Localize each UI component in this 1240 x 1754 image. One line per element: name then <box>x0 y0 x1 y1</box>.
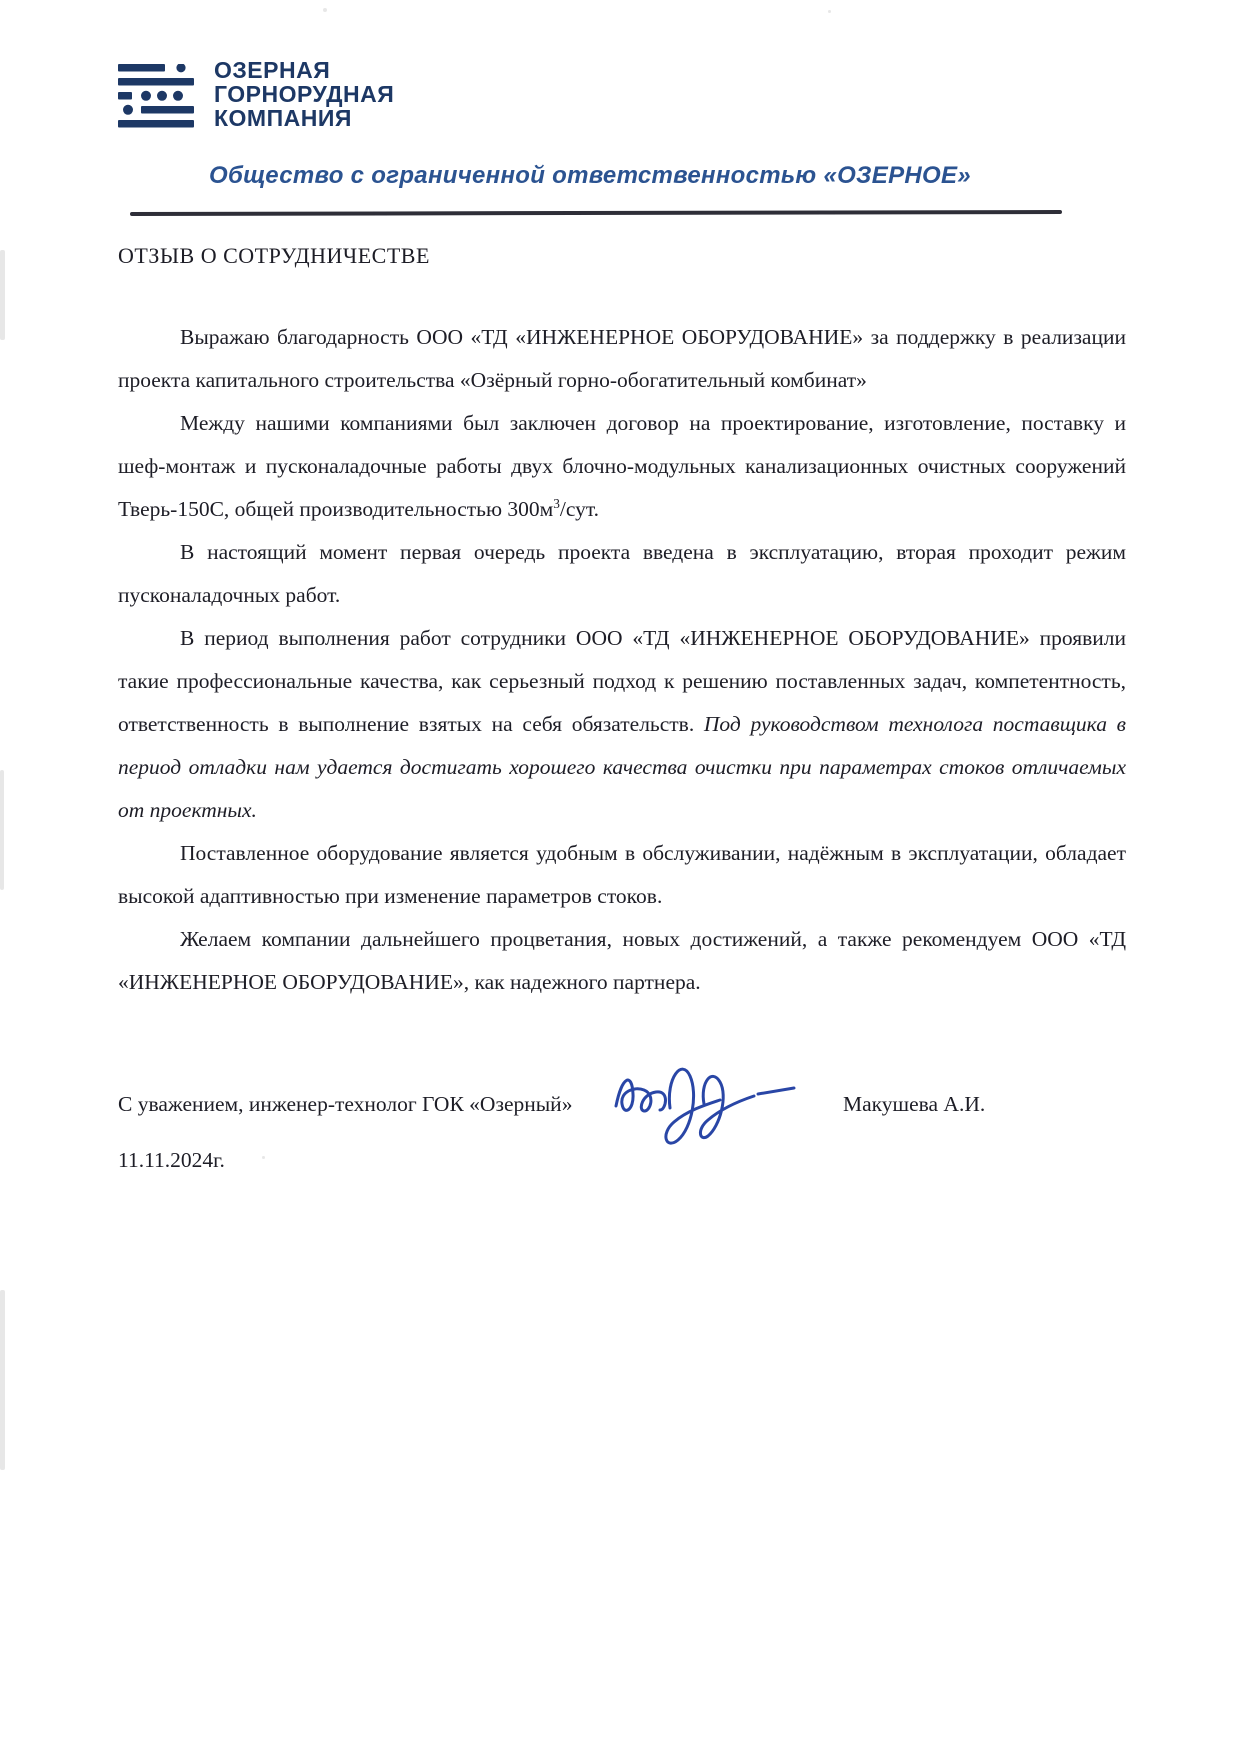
logo-company-name: ОЗЕРНАЯ <box>214 57 331 83</box>
paragraph-text: Выражаю благодарность ООО «ТД «ИНЖЕНЕРНОЕ ОБОРУДОВАНИЕ» за поддержку в реализации проекта капитального строительства «Озёрный горно-обогатительный комбинат» <box>118 325 1126 392</box>
superscript-text: 3 <box>553 495 560 511</box>
paragraph-text: Желаем компании дальнейшего процветания, новых достижений, а также рекомендуем ООО «ТД «ИНЖЕНЕРНОЕ ОБОРУДОВАНИЕ», как надежного партнера. <box>118 927 1126 994</box>
header-divider <box>130 210 1062 215</box>
paragraph <box>118 316 1126 402</box>
paragraph-text: Под руководством технолога поставщика в период отладки нам удается достигать хорошего качества очистки при параметрах стоков отличаемых от проектных. <box>118 712 1126 822</box>
paragraph-text: Поставленное оборудование является удобным в обслуживании, надёжным в эксплуатации, обладает высокой адаптивностью при изменение параметров стоков. <box>118 841 1126 908</box>
document-title: ОТЗЫВ О СОТРУДНИЧЕСТВЕ <box>118 243 430 268</box>
date-line: 11.11.2024г. <box>118 1148 225 1172</box>
scan-artifact <box>0 250 5 340</box>
paragraph <box>118 617 1126 832</box>
handwritten-signature <box>608 1042 808 1152</box>
logo-company-type-line2: КОМПАНИЯ <box>214 105 352 131</box>
scan-artifact <box>828 10 831 13</box>
signatory-name: Макушева А.И. <box>843 1092 986 1116</box>
letter-body <box>118 316 1126 1004</box>
closing-line: С уважением, инженер-технолог ГОК «Озерный» <box>118 1092 573 1116</box>
scan-artifact <box>323 8 327 12</box>
paragraph-text: В настоящий момент первая очередь проекта введена в эксплуатацию, вторая проходит режим пусконаладочных работ. <box>118 540 1126 607</box>
paragraph <box>118 918 1126 1004</box>
scan-artifact <box>0 770 4 890</box>
company-full-name: Общество с ограниченной ответственностью «ОЗЕРНОЕ» <box>209 162 971 189</box>
paragraph <box>118 531 1126 617</box>
paragraph-text: Между нашими компаниями был заключен договор на проектирование, изготовление, поставку и шеф-монтаж и пусконаладочные работы двух блочно-модульных канализационных очистных сооружений Тверь-150С, общей производительностью 300м <box>118 411 1126 521</box>
logo-text <box>214 58 394 130</box>
paragraph-text: /сут. <box>559 497 600 521</box>
logo-company-type-line1: ГОРНОРУДНАЯ <box>214 81 395 107</box>
paragraph <box>118 402 1126 531</box>
scan-artifact <box>262 1156 265 1159</box>
logo-mark-icon <box>118 64 196 134</box>
paragraph-text: В период выполнения работ сотрудники ООО «ТД «ИНЖЕНЕРНОЕ ОБОРУДОВАНИЕ» проявили такие профессиональные качества, как серьезный подход к решению поставленных задач, компетентность, ответственность в выполнение взятых на себя обязательств. <box>118 626 1126 736</box>
paragraph <box>118 832 1126 918</box>
company-logo <box>118 58 394 134</box>
scan-artifact <box>0 1290 5 1470</box>
